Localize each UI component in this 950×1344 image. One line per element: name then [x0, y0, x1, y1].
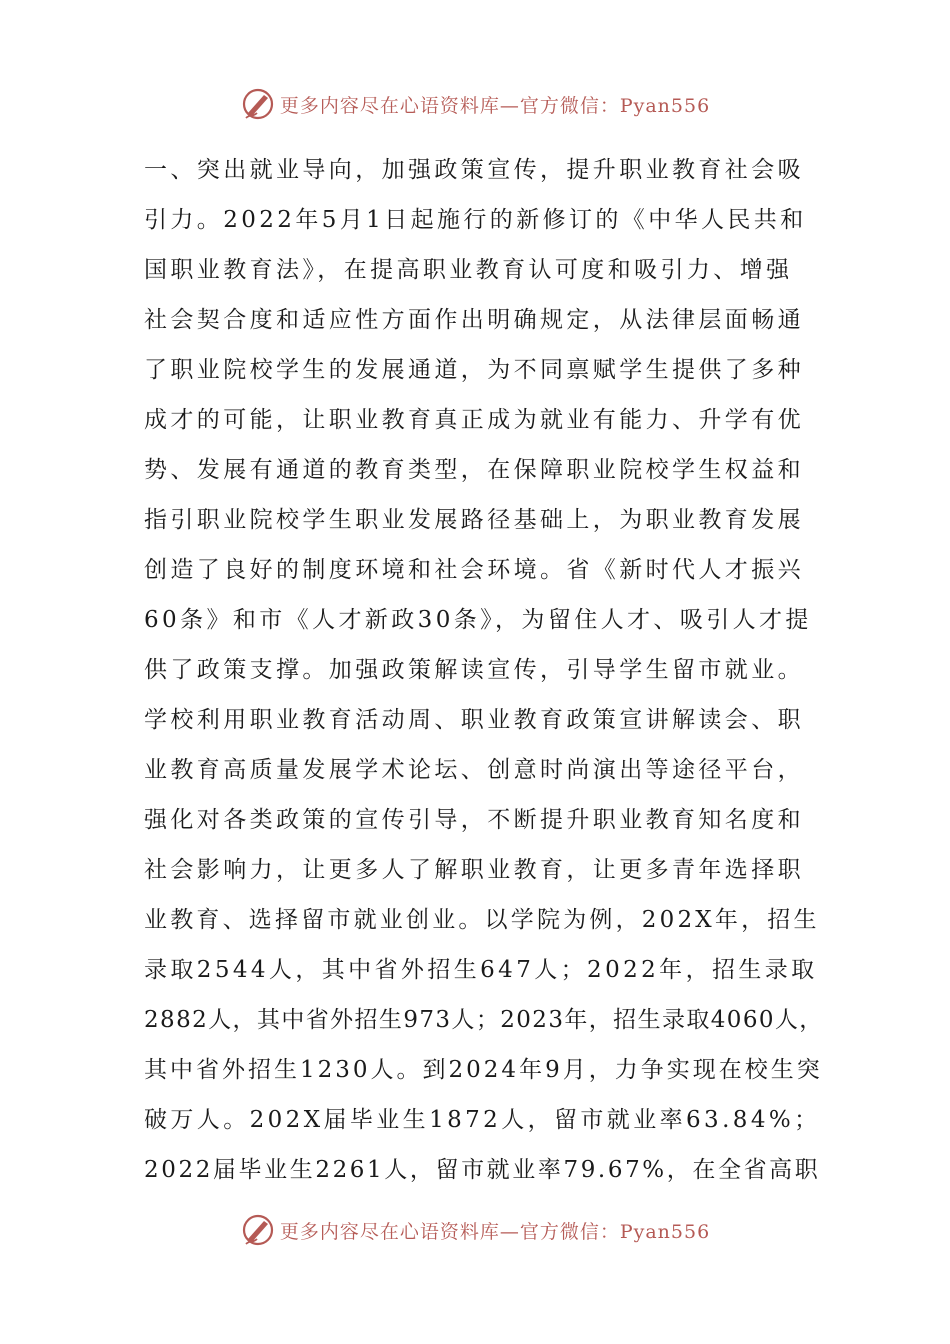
body-line: 社会影响力，让更多人了解职业教育，让更多青年选择职: [144, 857, 804, 883]
body-line: 国职业教育法》，在提高职业教育认可度和吸引力、增强: [144, 257, 793, 283]
body-line: 社会契合度和适应性方面作出明确规定，从法律层面畅通: [144, 307, 804, 333]
pen-logo-icon: [240, 1212, 276, 1248]
header-watermark-text: 更多内容尽在心语资料库—官方微信：Pyan556: [279, 94, 711, 117]
pen-logo-icon: [240, 86, 276, 122]
body-line: 2022届毕业生2261人，留市就业率79.67%，在全省高职: [144, 1157, 821, 1183]
body-line: 2882人，其中省外招生973人；2023年，招生录取4060人，: [144, 1007, 824, 1033]
body-line: 破万人。202X届毕业生1872人，留市就业率63.84%；: [144, 1107, 821, 1133]
body-line: 强化对各类政策的宣传引导，不断提升职业教育知名度和: [144, 807, 804, 833]
header-watermark: [0, 84, 950, 124]
body-line: 业教育、选择留市就业创业。以学院为例，202X年，招生: [144, 907, 820, 933]
body-line: 其中省外招生1230人。到2024年9月，力争实现在校生突: [144, 1057, 823, 1083]
body-line: 业教育高质量发展学术论坛、创意时尚演出等途径平台，: [144, 757, 804, 783]
body-line: 60条》和市《人才新政30条》，为留住人才、吸引人才提: [144, 607, 812, 633]
body-line: 学校利用职业教育活动周、职业教育政策宣讲解读会、职: [144, 707, 804, 733]
body-line: 录取2544人，其中省外招生647人；2022年，招生录取: [144, 957, 818, 983]
body-line: 引力。2022年5月1日起施行的新修订的《中华人民共和: [144, 207, 807, 233]
body-line: 了职业院校学生的发展通道，为不同禀赋学生提供了多种: [144, 357, 804, 383]
body-line: 创造了良好的制度环境和社会环境。省《新时代人才振兴: [144, 557, 804, 583]
body-line: 势、发展有通道的教育类型，在保障职业院校学生权益和: [144, 457, 804, 483]
footer-watermark: [0, 1210, 950, 1250]
body-line: 成才的可能，让职业教育真正成为就业有能力、升学有优: [144, 407, 804, 433]
body-line: 指引职业院校学生职业发展路径基础上，为职业教育发展: [144, 507, 804, 533]
footer-watermark-text: 更多内容尽在心语资料库—官方微信：Pyan556: [279, 1220, 711, 1243]
body-line: 一、突出就业导向，加强政策宣传，提升职业教育社会吸: [144, 157, 804, 183]
body-line: 供了政策支撑。加强政策解读宣传，引导学生留市就业。: [144, 657, 804, 683]
document-body: [144, 145, 824, 1195]
